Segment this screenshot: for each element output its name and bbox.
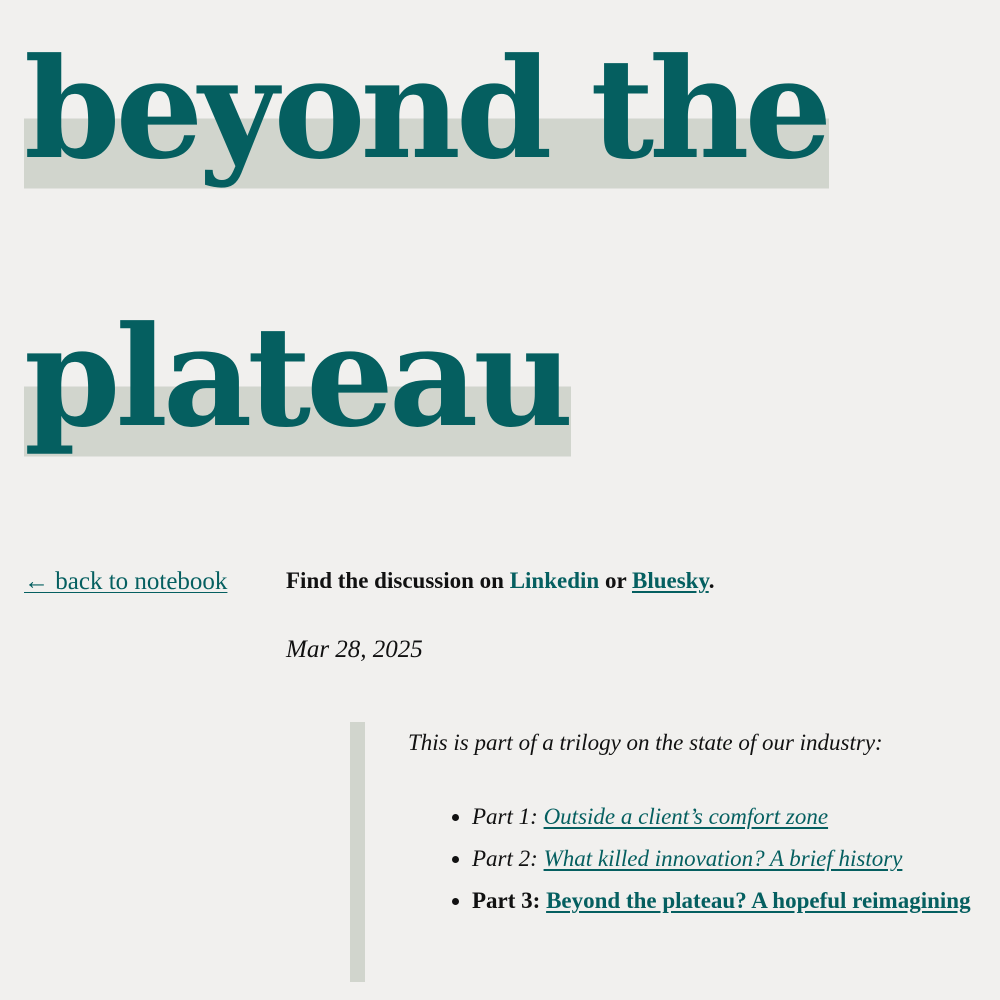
title-text-1: beyond the: [24, 27, 828, 190]
part-label: Part 3:: [472, 888, 541, 913]
discussion-or: or: [599, 568, 632, 593]
bluesky-link[interactable]: Bluesky: [632, 568, 709, 593]
part-3-link[interactable]: Beyond the plateau? A hopeful reimagining: [546, 888, 971, 913]
list-item: [472, 838, 992, 880]
list-item: [472, 880, 992, 922]
trilogy-list: [472, 796, 992, 922]
part-label: Part 1:: [472, 804, 538, 829]
part-label: Part 2:: [472, 846, 538, 871]
page-title-line-1: [24, 27, 829, 190]
title-text-2: plateau: [24, 295, 569, 458]
part-1-link[interactable]: Outside a client’s comfort zone: [543, 804, 829, 829]
page-title-line-2: [24, 295, 571, 458]
linkedin-link[interactable]: Linkedin: [509, 568, 600, 593]
blockquote-bar: [350, 722, 365, 982]
discussion-prefix: Find the discussion on: [286, 568, 510, 593]
publish-date: Mar 28, 2025: [286, 636, 423, 663]
part-2-link[interactable]: What killed innovation? A brief history: [543, 846, 903, 871]
discussion-suffix: .: [708, 568, 715, 593]
back-to-notebook-link[interactable]: ← back to notebook: [24, 568, 228, 595]
discussion-line: [286, 568, 714, 594]
list-item: [472, 796, 992, 838]
blockquote-intro: This is part of a trilogy on the state of our industry:: [408, 730, 883, 755]
